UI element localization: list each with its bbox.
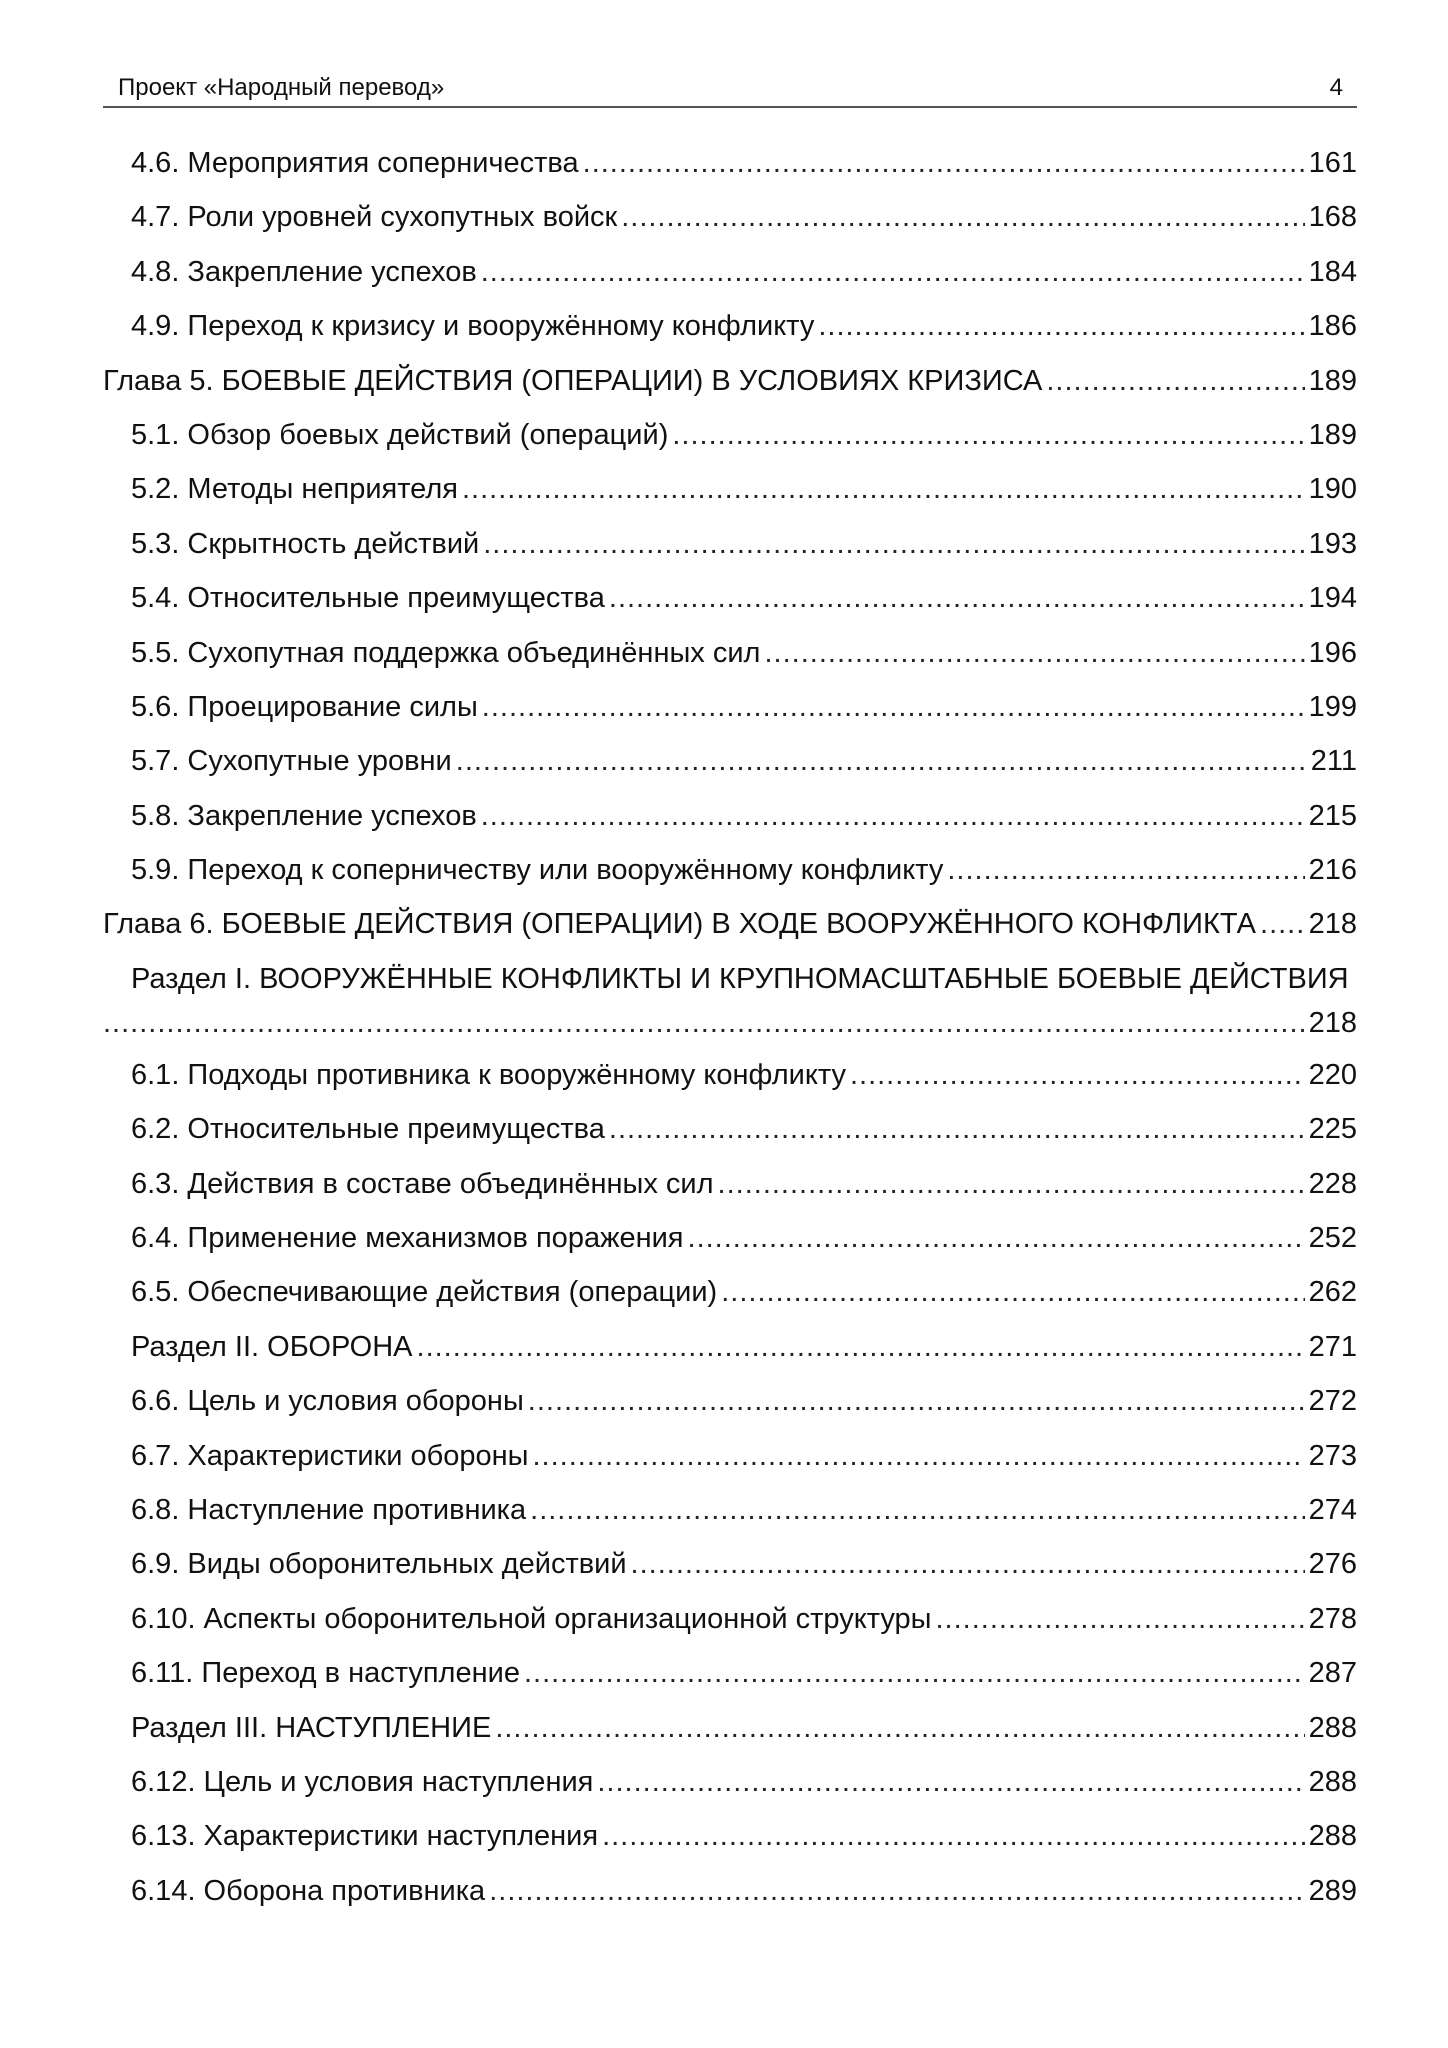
dot-leader — [672, 413, 1304, 457]
dot-leader — [764, 631, 1304, 675]
toc-entry-label: Глава 5. БОЕВЫЕ ДЕЙСТВИЯ (ОПЕРАЦИИ) В УСЛОВИЯХ КРИЗИСА — [103, 364, 1043, 397]
toc-entry-page: 189 — [1308, 418, 1357, 451]
toc-entry-label: 6.11. Переход в наступление — [131, 1657, 520, 1690]
toc-entry-label: 5.6. Проецирование силы — [131, 690, 478, 723]
dot-leader — [597, 1760, 1304, 1804]
dot-leader — [456, 739, 1307, 783]
toc-entry-label: 5.4. Относительные преимущества — [131, 582, 605, 615]
toc-entry-page: 273 — [1308, 1439, 1357, 1472]
toc-entry[interactable] — [103, 1597, 1357, 1651]
toc-entry-page: 186 — [1308, 310, 1357, 343]
toc-entry-page: 272 — [1308, 1385, 1357, 1418]
dot-leader — [530, 1488, 1304, 1532]
toc-entry-label: 4.8. Закрепление успехов — [131, 255, 477, 288]
toc-entry-label: Раздел III. НАСТУПЛЕНИЕ — [131, 1711, 492, 1744]
dot-leader — [688, 1216, 1305, 1260]
dot-leader — [947, 848, 1304, 892]
dot-leader — [462, 467, 1305, 511]
toc-entry-label: 6.3. Действия в составе объединённых сил — [131, 1167, 714, 1200]
toc-entry-label: 5.2. Методы неприятеля — [131, 473, 458, 506]
dot-leader — [528, 1379, 1305, 1423]
toc-entry-label: 5.3. Скрытность действий — [131, 527, 480, 560]
header-title: Проект «Народный перевод» — [118, 74, 445, 101]
toc-entry[interactable] — [103, 1434, 1357, 1488]
toc-entry-label: 5.8. Закрепление успехов — [131, 799, 477, 832]
toc-entry-page: 218 — [1308, 908, 1357, 941]
table-of-contents — [103, 141, 1357, 1923]
toc-entry-page: 196 — [1308, 636, 1357, 669]
toc-entry-page: 211 — [1310, 745, 1357, 778]
dot-leader — [482, 685, 1305, 729]
toc-entry-page: 274 — [1308, 1493, 1357, 1526]
dot-leader — [417, 1325, 1305, 1369]
dot-leader — [721, 1270, 1304, 1314]
running-header — [103, 74, 1357, 108]
toc-entry-page: 220 — [1308, 1058, 1357, 1091]
toc-entry-label: 4.9. Переход к кризису и вооружённому конфликту — [131, 310, 815, 343]
toc-entry-label: 5.9. Переход к соперничеству или вооружённому конфликту — [131, 854, 944, 887]
toc-entry-page: 199 — [1308, 690, 1357, 723]
toc-entry[interactable] — [103, 1760, 1357, 1814]
toc-entry-page: 161 — [1308, 147, 1357, 179]
toc-entry-label: 5.5. Сухопутная поддержка объединённых сил — [131, 636, 761, 669]
toc-entry[interactable] — [103, 195, 1357, 249]
dot-leader — [631, 1542, 1305, 1586]
toc-entry[interactable] — [103, 304, 1357, 358]
dot-leader — [481, 250, 1305, 294]
dot-leader — [609, 576, 1305, 620]
toc-entry-label: 5.1. Обзор боевых действий (операций) — [131, 418, 669, 451]
toc-entry-page: 288 — [1308, 1711, 1357, 1744]
dot-leader — [583, 141, 1305, 185]
toc-entry-label: 6.9. Виды оборонительных действий — [131, 1548, 627, 1581]
toc-entry[interactable] — [103, 1270, 1357, 1324]
toc-entry[interactable] — [103, 413, 1357, 467]
toc-entry-page: 218 — [1308, 1006, 1357, 1039]
toc-entry-label: 4.6. Мероприятия соперничества — [131, 147, 579, 179]
toc-entry-label: 6.13. Характеристики наступления — [131, 1820, 599, 1853]
dot-leader — [718, 1162, 1305, 1206]
toc-entry[interactable] — [103, 794, 1357, 848]
header-page-number: 4 — [1329, 74, 1343, 101]
toc-entry[interactable] — [103, 848, 1357, 902]
toc-entry-page: 194 — [1308, 582, 1357, 615]
toc-entry-label: 6.4. Применение механизмов поражения — [131, 1222, 684, 1255]
toc-entry-page: 168 — [1308, 201, 1357, 234]
toc-entry-page: 215 — [1308, 799, 1357, 832]
toc-entry[interactable] — [103, 1379, 1357, 1433]
dot-leader — [621, 195, 1304, 239]
dot-leader — [818, 304, 1304, 348]
toc-entry-label: 6.10. Аспекты оборонительной организационной структуры — [131, 1602, 932, 1635]
toc-entry-page: 190 — [1308, 473, 1357, 506]
toc-chapter-entry[interactable] — [103, 902, 1357, 956]
toc-entry[interactable] — [103, 467, 1357, 521]
toc-entry-page: 271 — [1308, 1330, 1357, 1363]
toc-entry-page: 289 — [1308, 1874, 1357, 1907]
dot-leader — [602, 1814, 1305, 1858]
toc-entry[interactable] — [103, 522, 1357, 576]
toc-entry[interactable] — [103, 1107, 1357, 1161]
toc-entry-page: 278 — [1308, 1602, 1357, 1635]
toc-entry-page: 216 — [1308, 854, 1357, 887]
toc-entry-label: 5.7. Сухопутные уровни — [131, 745, 452, 778]
toc-entry-page: 288 — [1308, 1820, 1357, 1853]
toc-entry[interactable] — [103, 685, 1357, 739]
dot-leader — [524, 1651, 1305, 1695]
toc-entry-label: 4.7. Роли уровней сухопутных войск — [131, 201, 618, 234]
toc-entry-page: 262 — [1308, 1276, 1357, 1309]
toc-entry-label: 6.8. Наступление противника — [131, 1493, 527, 1526]
toc-entry-label: Раздел II. ОБОРОНА — [131, 1330, 413, 1363]
toc-entry[interactable] — [103, 250, 1357, 304]
toc-entry-label: Глава 6. БОЕВЫЕ ДЕЙСТВИЯ (ОПЕРАЦИИ) В ХОДЕ ВООРУЖЁННОГО КОНФЛИКТА — [103, 908, 1257, 941]
toc-entry-page: 288 — [1308, 1765, 1357, 1798]
dot-leader — [103, 1001, 1305, 1045]
dot-leader — [483, 522, 1304, 566]
toc-entry-label: 6.1. Подходы противника к вооружённому конфликту — [131, 1058, 846, 1091]
toc-entry-page: 184 — [1308, 255, 1357, 288]
dot-leader — [533, 1434, 1305, 1478]
dot-leader — [1046, 359, 1304, 403]
toc-entry-label: Раздел I. ВООРУЖЁННЫЕ КОНФЛИКТЫ И КРУПНОМАСШТАБНЫЕ БОЕВЫЕ ДЕЙСТВИЯ — [131, 962, 1349, 995]
toc-section-entry[interactable] — [103, 957, 1357, 1053]
toc-entry[interactable] — [103, 1869, 1357, 1923]
toc-entry-page: 276 — [1308, 1548, 1357, 1581]
toc-chapter-entry[interactable] — [103, 359, 1357, 413]
dot-leader — [1260, 902, 1305, 946]
toc-entry-label: 6.14. Оборона противника — [131, 1874, 486, 1907]
toc-entry[interactable] — [103, 576, 1357, 630]
toc-entry-page: 287 — [1308, 1657, 1357, 1690]
toc-entry-page: 193 — [1308, 527, 1357, 560]
toc-entry[interactable] — [103, 631, 1357, 685]
toc-entry[interactable] — [103, 1814, 1357, 1868]
dot-leader — [850, 1053, 1305, 1097]
dot-leader — [495, 1706, 1304, 1750]
toc-entry[interactable] — [103, 1053, 1357, 1107]
toc-entry[interactable] — [103, 1542, 1357, 1596]
toc-entry-page: 252 — [1308, 1222, 1357, 1255]
dot-leader — [609, 1107, 1305, 1151]
toc-entry[interactable] — [103, 1488, 1357, 1542]
toc-entry[interactable] — [103, 739, 1357, 793]
toc-entry-page: 228 — [1308, 1167, 1357, 1200]
toc-entry-label: 6.12. Цель и условия наступления — [131, 1765, 594, 1798]
toc-entry[interactable] — [103, 141, 1357, 195]
toc-entry-label: 6.5. Обеспечивающие действия (операции) — [131, 1276, 718, 1309]
toc-entry-page: 225 — [1308, 1113, 1357, 1146]
toc-entry[interactable] — [103, 1651, 1357, 1705]
dot-leader — [481, 794, 1305, 838]
dot-leader — [936, 1597, 1305, 1641]
toc-entry[interactable] — [103, 1216, 1357, 1270]
toc-entry[interactable] — [103, 1162, 1357, 1216]
toc-entry-page: 189 — [1308, 364, 1357, 397]
toc-entry-label: 6.2. Относительные преимущества — [131, 1113, 605, 1146]
toc-entry-label: 6.7. Характеристики обороны — [131, 1439, 529, 1472]
toc-section-entry[interactable] — [103, 1325, 1357, 1379]
dot-leader — [489, 1869, 1304, 1913]
toc-section-entry[interactable] — [103, 1706, 1357, 1760]
toc-entry-label: 6.6. Цель и условия обороны — [131, 1385, 524, 1418]
